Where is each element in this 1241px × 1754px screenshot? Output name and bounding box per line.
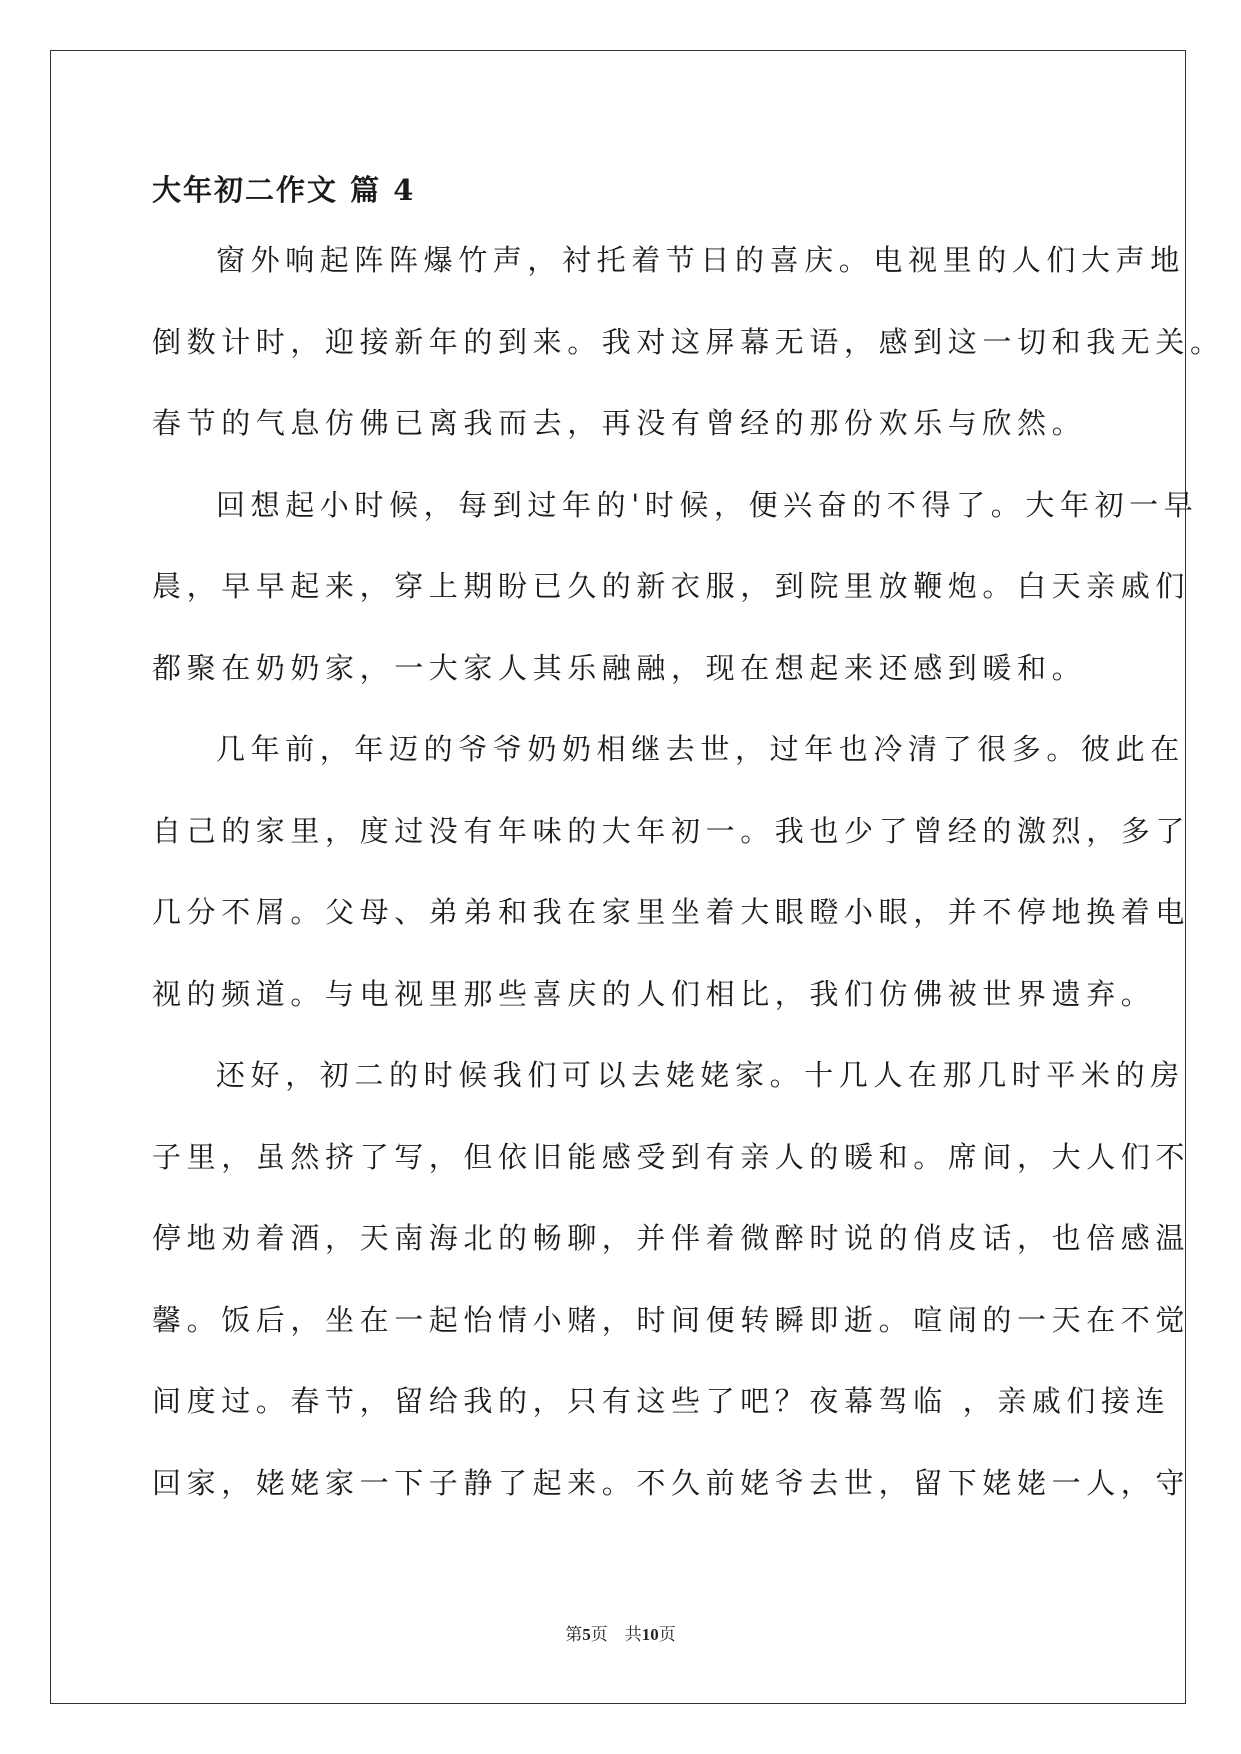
footer-suffix: 页 — [658, 1625, 676, 1645]
paragraph-1 — [152, 220, 1225, 465]
text-line: 子里，虽然挤了写，但依旧能感受到有亲人的暖和。席间，大人们不 — [152, 1139, 1191, 1174]
text-line: 视的频道。与电视里那些喜庆的人们相比，我们仿佛被世界遗弃。 — [152, 976, 1156, 1011]
text-line: 还好，初二的时候我们可以去姥姥家。十几人在那几时平米的房 — [216, 1058, 1185, 1092]
total-page-count: 10 — [641, 1625, 659, 1644]
text-line: 几分不屑。父母、弟弟和我在家里坐着大眼瞪小眼，并不停地换着电 — [152, 895, 1191, 929]
document-heading: 大年初二作文 篇 4 — [152, 173, 416, 207]
text-line: 回家，姥姥家一下子静了起来。不久前姥爷去世，留下姥姥一人，守 — [152, 1465, 1191, 1500]
text-line: 几年前，年迈的爷爷奶奶相继去世，过年也冷清了很多。彼此在 — [216, 732, 1185, 766]
text-line: 馨。饭后，坐在一起怡情小赌，时间便转瞬即逝。喧闹的一天在不觉 — [152, 1302, 1191, 1337]
paragraph-4 — [152, 1035, 1191, 1524]
text-line: 间度过。春节，留给我的，只有这些了吧？夜幕驾临 ，亲戚们接连 — [152, 1384, 1171, 1418]
page-footer — [0, 1620, 1241, 1645]
text-line: 倒数计时，迎接新年的到来。我对这屏幕无语，感到这一切和我无关。 — [152, 324, 1225, 359]
footer-prefix: 第 — [565, 1625, 583, 1645]
text-line: 停地劝着酒，天南海北的畅聊，并伴着微醉时说的俏皮话，也倍感温 — [152, 1221, 1191, 1255]
current-page-number: 5 — [582, 1625, 591, 1644]
text-line: 晨，早早起来，穿上期盼已久的新衣服，到院里放鞭炮。白天亲戚们 — [152, 569, 1191, 603]
text-line: 春节的气息仿佛已离我而去，再没有曾经的那份欢乐与欣然。 — [152, 406, 1087, 440]
text-line: 回想起小时候，每到过年的'时候，便兴奋的不得了。大年初一早 — [216, 487, 1199, 522]
text-line: 自己的家里，度过没有年味的大年初一。我也少了曾经的激烈，多了 — [152, 813, 1191, 848]
document-body — [152, 160, 1225, 1524]
footer-middle: 页 共 — [590, 1625, 642, 1645]
text-line: 窗外响起阵阵爆竹声，衬托着节日的喜庆。电视里的人们大声地 — [216, 243, 1185, 277]
paragraph-3 — [152, 709, 1191, 1035]
paragraph-2 — [152, 465, 1199, 710]
text-line: 都聚在奶奶家，一大家人其乐融融，现在想起来还感到暖和。 — [152, 650, 1087, 685]
